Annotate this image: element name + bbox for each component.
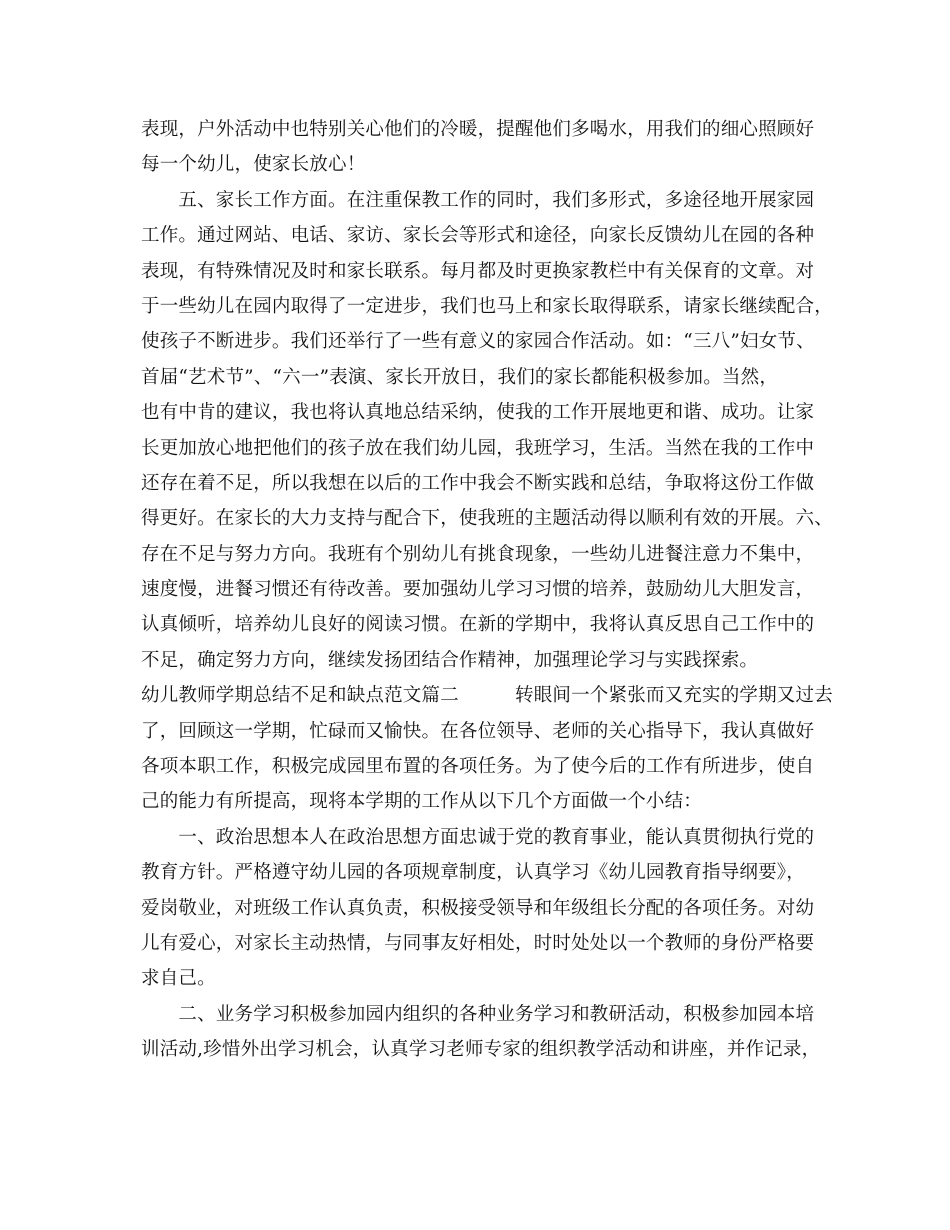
text-line: 爱岗敬业，对班级工作认真负责，积极接受领导和年级组长分配的各项任务。对幼 bbox=[141, 897, 815, 919]
text-line: 也有中肯的建议，我也将认真地总结采纳，使我的工作开展地更和谐、成功。让家 bbox=[141, 402, 815, 424]
text-line: 二、业务学习积极参加园内组织的各种业务学习和教研活动，积极参加园本培 bbox=[141, 1003, 815, 1025]
text-line: 首届“艺术节”、“六一”表演、家长开放日，我们的家长都能积极参加。当然， bbox=[141, 366, 779, 388]
text-line: 各项本职工作，积极完成园里布置的各项任务。为了使今后的工作有所进步，使自 bbox=[141, 756, 815, 778]
text-line: 速度慢，进餐习惯还有待改善。要加强幼儿学习习惯的培养，鼓励幼儿大胆发言， bbox=[141, 579, 815, 601]
text-line: 表现，有特殊情况及时和家长联系。每月都及时更换家教栏中有关保育的文章。对 bbox=[141, 260, 815, 282]
text-line: 不足，确定努力方向，继续发扬团结合作精神，加强理论学习与实践探索。 bbox=[141, 649, 759, 671]
document-body bbox=[141, 112, 833, 1068]
text-line: 求自己。 bbox=[141, 968, 216, 990]
text-line: 儿有爱心，对家长主动热情，与同事友好相处，时时处处以一个教师的身份严格要 bbox=[141, 932, 815, 954]
text-line: 使孩子不断进步。我们还举行了一些有意义的家园合作活动。如：“三八”妇女节、 bbox=[141, 331, 815, 353]
text-line: 每一个幼儿，使家长放心！ bbox=[141, 154, 366, 176]
text-line: 己的能力有所提高，现将本学期的工作从以下几个方面做一个小结： bbox=[141, 791, 703, 813]
text-line: 训活动,珍惜外出学习机会，认真学习老师专家的组织教学活动和讲座，并作记录， bbox=[141, 1039, 821, 1061]
text-line: 长更加放心地把他们的孩子放在我们幼儿园，我班学习，生活。当然在我的工作中 bbox=[141, 437, 815, 459]
text-line: 教育方针。严格遵守幼儿园的各项规章制度，认真学习《幼儿园教育指导纲要》， bbox=[141, 862, 805, 884]
text-line: 五、家长工作方面。在注重保教工作的同时，我们多形式，多途径地开展家园 bbox=[141, 189, 815, 211]
text-line: 认真倾听，培养幼儿良好的阅读习惯。在新的学期中，我将认真反思自己工作中的 bbox=[141, 614, 815, 636]
text-line: 于一些幼儿在园内取得了一定进步，我们也马上和家长取得联系，请家长继续配合， bbox=[141, 295, 833, 317]
text-line: 得更好。在家长的大力支持与配合下，使我班的主题活动得以顺利有效的开展。六、 bbox=[141, 508, 833, 530]
text-line: 还存在着不足，所以我想在以后的工作中我会不断实践和总结，争取将这份工作做 bbox=[141, 472, 815, 494]
text-line: 表现，户外活动中也特别关心他们的冷暖，提醒他们多喝水，用我们的细心照顾好 bbox=[141, 119, 815, 140]
text-line: 工作。通过网站、电话、家访、家长会等形式和途径，向家长反馈幼儿在园的各种 bbox=[141, 225, 815, 247]
text-line: 一、政治思想本人在政治思想方面忠诚于党的教育事业，能认真贯彻执行党的 bbox=[141, 826, 815, 848]
section-heading-line: 幼儿教师学期总结不足和缺点范文篇二 转眼间一个紧张而又充实的学期又过去 bbox=[141, 685, 833, 707]
text-line: 了，回顾这一学期，忙碌而又愉快。在各位领导、老师的关心指导下，我认真做好 bbox=[141, 720, 815, 742]
text-line: 存在不足与努力方向。我班有个别幼儿有挑食现象，一些幼儿进餐注意力不集中， bbox=[141, 543, 815, 565]
